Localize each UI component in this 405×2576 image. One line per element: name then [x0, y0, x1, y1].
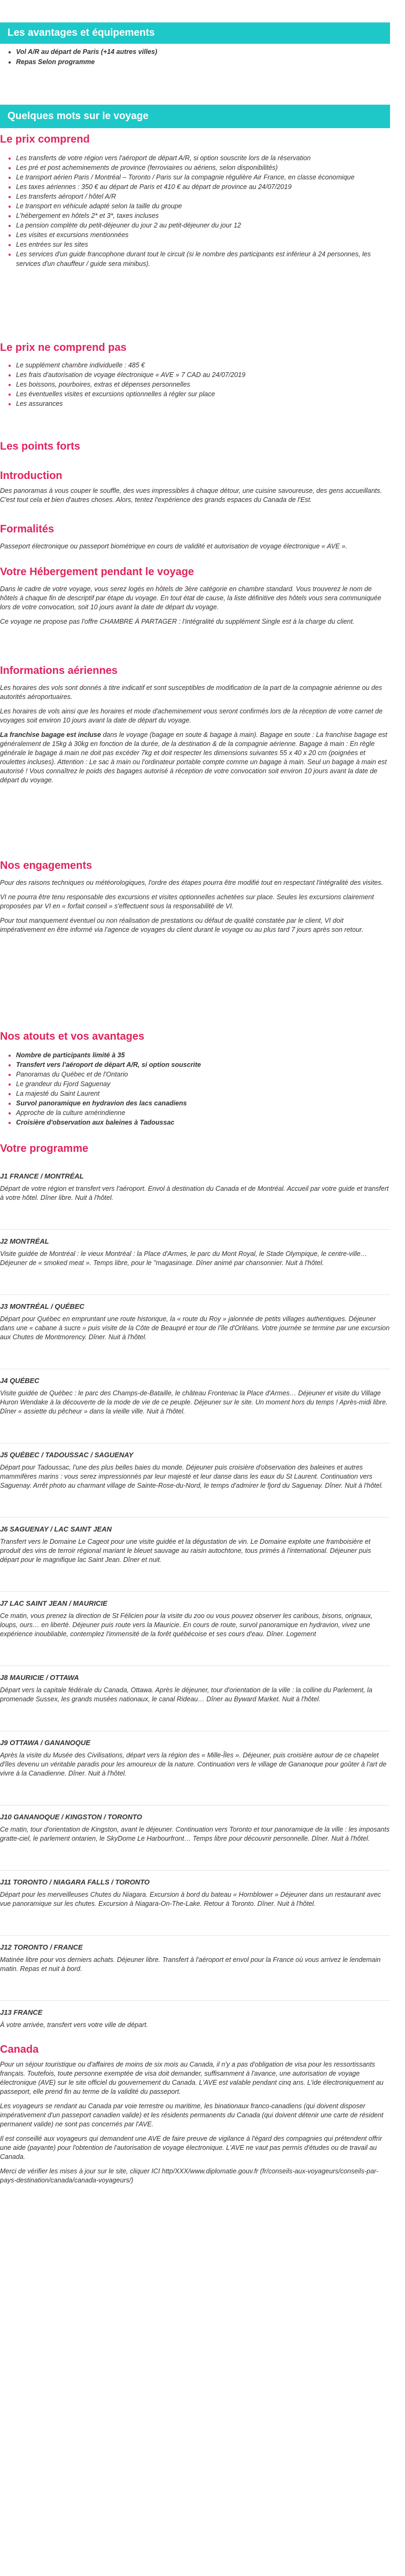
- canada-p4[interactable]: Merci de vérifier les mises à jour sur le site, cliquer ICI http/XXX/www.diplomatie.gouv.fr (fr/conseils-aux-voyageurs/conseils-par-pays-destination/canada/canada-voyageurs/): [0, 2167, 379, 2184]
- hebergement-p1: Dans le cadre de votre voyage, vous serez logés en hôtels de 3ère catégorie en chambre standard. Vous trouverez le nom de hôtels à chaque fin de descriptif par étape du voyage. En tout état de cause, la liste définitive des hôtels vous sera communiquée lors de votre convocation, soit 10 jours avant la date de départ du voyage.: [0, 585, 381, 611]
- day-text: Transfert vers le Domaine Le Cageot pour une visite guidée et la dégustation de vin. Le Domaine exploite une framboisière et produit des vins de terroir régional mariant le bleuet sauvage au raisin autochtone, tous primés à l'international. Déjeuner puis départ pour le magnifique lac Saint Jean. Dîner et nuit.: [0, 1538, 371, 1564]
- day-separator: [0, 2000, 390, 2001]
- list-item: • Les services d'un guide francophone durant tout le circuit (si le nombre des participants est inférieur à 24 personnes, les services d'un chauffeur / guide sera minibus).: [16, 249, 390, 269]
- informations-p1: Les horaires des vols sont donnés à titre indicatif et sont susceptibles de modification de la part de la compagnie aérienne ou des autorités aéroportuaires.: [0, 684, 383, 701]
- day-title: J11 TORONTO / NIAGARA FALLS / TORONTO: [0, 1878, 150, 1886]
- programme-block: [0, 1143, 390, 2190]
- day-text: Après la visite du Musée des Civilisations, départ vers la région des « Mille-Îles ». Déjeuner, puis croisière autour de ce chapelet d'îles devenu un véritable paradis pour les amoureux de la nature. Continuation vers le village de Gananoque pour goûter à l'art de vivre à la Canadienne. Dîner. Nuit à l'hôtel.: [0, 1752, 387, 1777]
- informations-p3: [0, 731, 390, 785]
- programme-title: Votre programme: [0, 1143, 89, 1155]
- day-text: Départ pour Québec en empruntant une route historique, la « route du Roy » jalonnée de petits villages authentiques. Déjeuner dans une « cabane à sucre » puis visite de la Côte de Beaupré et tour de l'île d'Orléans. Votre journée se termine par une excursion aux Chutes de Montmorency. Dîner. Nuit à l'hôtel.: [0, 1315, 390, 1341]
- day-text: Matinée libre pour vos derniers achats. Déjeuner libre. Transfert à l'aéroport et envol pour la France où vous arrivez le lendemain matin. Repas et nuit à bord.: [0, 1956, 381, 1973]
- day-title: J5 QUÉBEC / TADOUSSAC / SAGUENAY: [0, 1451, 134, 1459]
- list-item: • Les transferts aéroport / hôtel A/R: [16, 192, 390, 201]
- prix-comprend-block: [0, 133, 390, 269]
- day-title: J2 MONTRÉAL: [0, 1237, 49, 1245]
- atouts-title: Nos atouts et vos avantages: [0, 1031, 145, 1042]
- list-item: • L'hébergement en hôtels 2* et 3*, taxes incluses: [16, 211, 390, 221]
- atouts-list: [0, 1050, 390, 1127]
- hebergement-title: Votre Hébergement pendant le voyage: [0, 566, 194, 578]
- introduction-title: Introduction: [0, 470, 63, 482]
- day-text: Départ pour Tadoussac, l'une des plus belles baies du monde. Déjeuner puis croisière d'observation des baleines et autres mammifères marins : vous serez impressionnés par leur majesté et leur danse dans les eaux du St Laurent. Continuation vers Saguenay. Arrêt photo au charmant village de Sainte-Rose-du-Nord, le temps d'admirer le fjord du Saguenay. Dîner. Nuit à l'hôtel.: [0, 1464, 383, 1489]
- list-item: • Les pré et post acheminements de province (ferroviaires ou aériens, selon disponibilités): [16, 163, 390, 172]
- day-title: J10 GANANOQUE / KINGSTON / TORONTO: [0, 1813, 142, 1821]
- list-item: • Le transport en véhicule adapté selon la taille du groupe: [16, 201, 390, 211]
- canada-title: Canada: [0, 2044, 39, 2055]
- list-item: • Le transport aérien Paris / Montréal – Toronto / Paris sur la compagnie régulière Air France, en classe économique: [16, 172, 390, 182]
- day-title: J6 SAGUENAY / LAC SAINT JEAN: [0, 1525, 112, 1533]
- day-title: J9 OTTAWA / GANANOQUE: [0, 1739, 91, 1747]
- list-item: • Les éventuelles visites et excursions optionnelles à régler sur place: [16, 389, 390, 399]
- franchise-bold: La franchise bagage est incluse: [0, 731, 101, 739]
- introduction-text: Des panoramas à vous couper le souffle, des vues impressibles à chaque détour, une cuisine savoureuse, des gens accueillants. C'est tout cela et bien d'autres choses. Alors, tentez l'expérience des grands espaces du Canada de l'Est.: [0, 487, 383, 504]
- day-title: J3 MONTRÉAL / QUÉBEC: [0, 1302, 84, 1310]
- canada-p2: Les voyageurs se rendant au Canada par voie terrestre ou maritime, les binationaux franco-canadiens (qui doivent disposer impérativement d'un passeport canadien valide) et les résidents permanents du Canada (qui doivent détenir une carte de résident permanent valide) ne sont pas concernés par l'AVE.: [0, 2102, 384, 2128]
- informations-block: [0, 665, 390, 790]
- day-text: Visite guidée de Québec : le parc des Champs-de-Bataille, le château Frontenac la Place d'Armes… Déjeuner et visite du Village Huron Wendake à la découverte de la mode de vie de ce peuple. Déjeuner sur le site. Un moment hors du temps ! Après-midi libre. Dîner « assiette du pêcheur » dans la vieille ville. Nuit à l'hôtel.: [0, 1389, 388, 1415]
- day-separator: [0, 1935, 390, 1936]
- formalites-text: Passeport électronique ou passeport biométrique en cours de validité et autorisation de voyage électronique « AVE ».: [0, 543, 347, 550]
- informations-p2: Les horaires de vols ainsi que les horaires et mode d'acheminement vous seront confirmés lors de la réception de votre carnet de voyages soit environ 10 jours avant la date de départ du voyage.: [0, 708, 383, 724]
- list-item: • Transfert vers l'aéroport de départ A/R, si option souscrite: [16, 1060, 390, 1070]
- list-item: • Les boissons, pourboires, extras et dépenses personnelles: [16, 380, 390, 389]
- day-title: J4 QUÉBEC: [0, 1377, 40, 1385]
- advantages-list-block: [0, 47, 390, 67]
- engagements-block: [0, 860, 390, 940]
- list-item: • Les entrées sur les sites: [16, 240, 390, 249]
- prix-comprend-title: Le prix comprend: [0, 133, 90, 145]
- engagements-p3: Pour tout manquement éventuel ou non réalisation de prestations ou défaut de qualité constatée par le client, VI doit impérativement en être informé via l'agence de voyages du client durant le voyage ou au plus tard 7 jours après son retour.: [0, 917, 364, 933]
- advantages-header: Les avantages et équipements: [0, 22, 390, 44]
- engagements-p1: Pour des raisons techniques ou météorologiques, l'ordre des étapes pourra être modifié tout en respectant l'intégralité des visites.: [0, 879, 383, 886]
- day-title: J12 TORONTO / FRANCE: [0, 1943, 83, 1951]
- list-item: • Les frais d'autorisation de voyage électronique « AVE » 7 CAD au 24/07/2019: [16, 370, 390, 380]
- list-item: • Approche de la culture amérindienne: [16, 1108, 390, 1118]
- list-item: • Croisière d'observation aux baleines à Tadoussac: [16, 1118, 390, 1127]
- hebergement-block: [0, 566, 390, 632]
- prix-ne-comprend-list: [0, 360, 390, 409]
- day-title: J1 FRANCE / MONTRÉAL: [0, 1172, 84, 1180]
- day-text: Visite guidée de Montréal : le vieux Montréal : la Place d'Armes, le parc du Mont Royal, le Stade Olympique, le centre-ville… Déjeuner de « smoked meat ». Temps libre, pour le "magasinage. Dîner animé par chansonnier. Nuit à l'hôtel.: [0, 1250, 368, 1267]
- prix-ne-comprend-title: Le prix ne comprend pas: [0, 342, 127, 354]
- atouts-block: [0, 1031, 390, 1127]
- points-forts-title: Les points forts: [0, 441, 81, 452]
- list-item: • La majesté du Saint Laurent: [16, 1089, 390, 1098]
- engagements-title: Nos engagements: [0, 860, 92, 871]
- trip-words-header: Quelques mots sur le voyage: [0, 105, 390, 128]
- day-title: J13 FRANCE: [0, 2008, 43, 2016]
- day-text: À votre arrivée, transfert vers votre ville de départ.: [0, 2021, 149, 2029]
- list-item: • Nombre de participants limité à 35: [16, 1050, 390, 1060]
- day-text: Ce matin, vous prenez la direction de St Félicien pour la visite du zoo ou vous pouvez observer les caribous, bisons, orignaux, loups, ours… en liberté. Déjeuner puis route vers la Mauricie. En cours de route, survol panoramique en hydravion, vivez une expérience inoubliable, contemplez l'immensité de la forêt québécoise et ses cours d'eau. Dîner. Logement: [0, 1612, 373, 1638]
- advantage-meals: Repas Selon programme: [16, 58, 95, 66]
- list-item: • Le supplément chambre individuelle : 485 €: [16, 360, 390, 370]
- day-separator: [0, 1591, 390, 1592]
- list-item: • Les assurances: [16, 399, 390, 409]
- franchise-rest: dans le voyage (bagage en soute & bagage à main). Bagage en soute : La franchise bagage est généralement de 15kg à 30kg en fonction de la durée, de la destination & de la compagnie aérienne. Bagage à main : En règle générale le bagage à main ne doit pas excéder 7kg et doit respecter les dimensions suivantes 55 x 40 x 20 cm (poignées et roulettes incluses). Attention : Le sac à main ou l'ordinateur portable compte comme un bagage à main. Seul un bagage à main est autorisé ! Vous connaîtrez le poids des bagages autorisé à réception de votre convocation soit environ 10 jours avant la date de départ du voyage.: [0, 731, 387, 784]
- formalites-block: [0, 523, 390, 556]
- list-item: • Panoramas du Québec et de l'Ontario: [16, 1070, 390, 1079]
- list-item: • Les visites et excursions mentionnées: [16, 230, 390, 240]
- day-separator: [0, 1294, 390, 1295]
- list-item: • Survol panoramique en hydravion des lacs canadiens: [16, 1098, 390, 1108]
- day-title: J7 LAC SAINT JEAN / MAURICIE: [0, 1599, 107, 1607]
- day-separator: [0, 1229, 390, 1230]
- advantage-flight: Vol A/R au départ de Paris (+14 autres villes): [16, 48, 158, 56]
- prix-ne-comprend-block: [0, 342, 390, 409]
- day-separator: [0, 1517, 390, 1518]
- list-item: • La pension complète du petit-déjeuner du jour 2 au petit-déjeuner du jour 12: [16, 221, 390, 230]
- day-title: J8 MAURICIE / OTTAWA: [0, 1674, 79, 1682]
- day-text: Ce matin, tour d'orientation de Kingston, avant le déjeuner. Continuation vers Toronto et tour panoramique de la ville : les imposants gratte-ciel, le parlement ontarien, le SkyDome Le Harbourfront… Temps libre pour découvrir personnelle. Dîner. Nuit à l'hôtel.: [0, 1826, 390, 1842]
- day-text: Départ pour les merveilleuses Chutes du Niagara. Excursion à bord du bateau « Hornblower » Déjeuner dans un restaurant avec vue panoramique sur les chutes. Excursion à Niagara-On-The-Lake. Retour à Toronto. Dîner. Nuit à l'hôtel.: [0, 1891, 381, 1907]
- engagements-p2: VI ne pourra être tenu responsable des excursions et visites optionnelles achetées sur place. Seules les excursions clairement proposées par VI en « forfait conseil » s'effectuent sous la responsabilité de VI.: [0, 893, 374, 910]
- day-text: Départ vers la capitale fédérale du Canada, Ottawa. Après le déjeuner, tour d'orientation de la ville : la colline du Parlement, la promenade Sussex, les grands musées nationaux, le canal Rideau… Dîner au Byward Market. Nuit à l'hôtel.: [0, 1686, 372, 1703]
- list-item: [16, 57, 390, 67]
- canada-p3: Il est conseillé aux voyageurs qui demandent une AVE de faire preuve de vigilance à l'égard des compagnies qui prétendent offrir une aide (payante) pour l'obtention de l'autorisation de voyage électronique. L'AVE ne vaut pas permis d'études ou de travail au Canada.: [0, 2135, 382, 2161]
- list-item: • Les taxes aériennes : 350 € au départ de Paris et 410 € au départ de province au 24/07/2019: [16, 182, 390, 192]
- informations-title: Informations aériennes: [0, 665, 118, 677]
- introduction-block: [0, 470, 390, 510]
- list-item: • Le grandeur du Fjord Saguenay: [16, 1079, 390, 1089]
- formalites-title: Formalités: [0, 523, 54, 535]
- hebergement-p2: Ce voyage ne propose pas l'offre CHAMBRE À PARTAGER : l'intégralité du supplément Single est à la charge du client.: [0, 618, 355, 625]
- day-separator: [0, 1870, 390, 1871]
- canada-p1: Pour un séjour touristique ou d'affaires de moins de six mois au Canada, il n'y a pas d'obligation de visa pour les ressortissants français. Toutefois, toute personne exemptée de visa doit demander, suffisamment à l'avance, une autorisation de voyage électronique (AVE) sur le site officiel du gouvernement du Canada. L'AVE est valable pendant cinq ans. L'ide électroniquement au passeport, elle prend fin au terme de la validité du passeport.: [0, 2061, 384, 2095]
- points-forts-block: [0, 441, 390, 453]
- list-item: [16, 47, 390, 57]
- advantages-list: [0, 47, 390, 67]
- day-text: Départ de votre région et transfert vers l'aéroport. Envol à destination du Canada et de Montréal. Accueil par votre guide et transfert à votre hôtel. Dîner libre. Nuit à l'hôtel.: [0, 1185, 389, 1201]
- list-item: • Les transferts de votre région vers l'aéroport de départ A/R, si option souscrite lors de la réservation: [16, 153, 390, 163]
- prix-comprend-list: [0, 153, 390, 269]
